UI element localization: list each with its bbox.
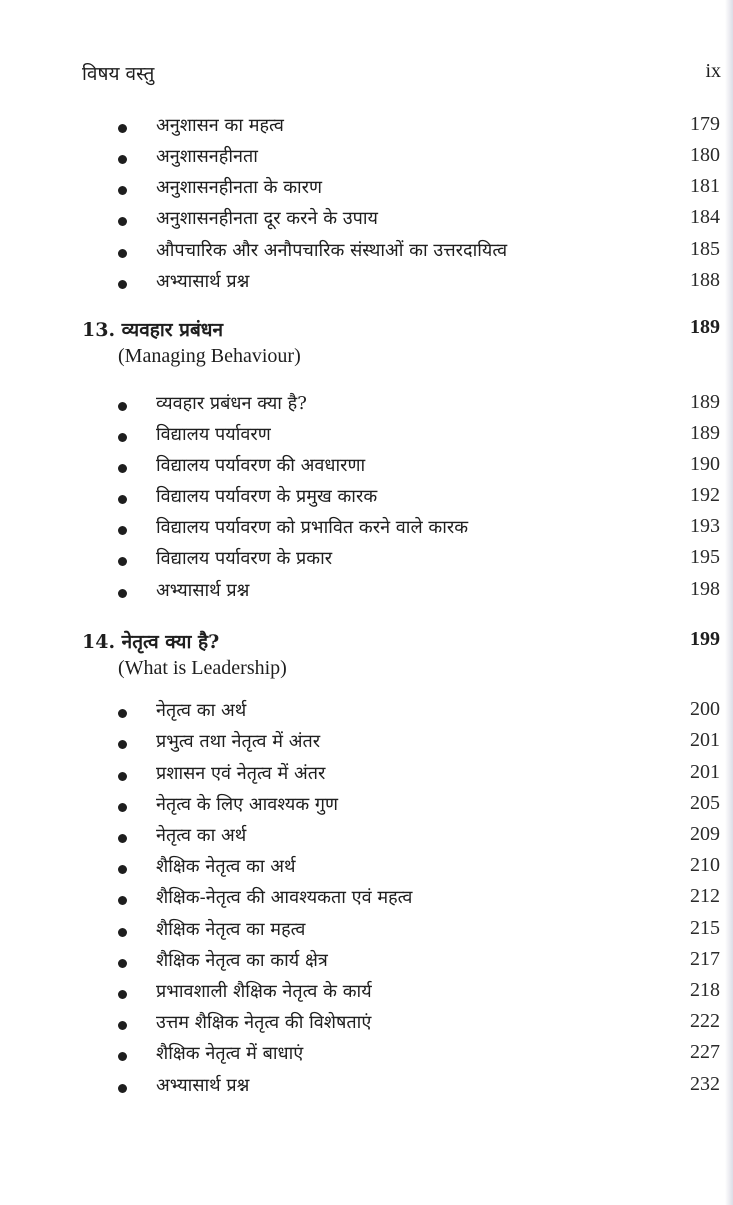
toc-entry[interactable] (0, 175, 733, 205)
toc-entry-page: 184 (690, 206, 720, 228)
toc-entry[interactable] (0, 238, 733, 268)
toc-entry-page: 179 (690, 113, 720, 135)
bullet-icon (118, 834, 127, 843)
bullet-icon (118, 124, 127, 133)
bullet-icon (118, 896, 127, 905)
toc-entry[interactable] (0, 113, 733, 143)
toc-entry[interactable] (0, 917, 733, 947)
toc-entry-page: 227 (690, 1041, 720, 1063)
bullet-icon (118, 959, 127, 968)
toc-entry-label: अनुशासनहीनता दूर करने के उपाय (156, 208, 378, 229)
toc-entry-page: 205 (690, 792, 720, 814)
bullet-icon (118, 772, 127, 781)
toc-entry[interactable] (0, 144, 733, 174)
bullet-icon (118, 217, 127, 226)
chapter-title: 13. व्यवहार प्रबंधन (82, 319, 224, 341)
bullet-icon (118, 589, 127, 598)
toc-entry[interactable] (0, 792, 733, 822)
toc-entry-page: 180 (690, 144, 720, 166)
toc-entry-page: 215 (690, 917, 720, 939)
toc-entry-label: अभ्यासार्थ प्रश्न (156, 580, 250, 601)
toc-entry[interactable] (0, 948, 733, 978)
bullet-icon (118, 740, 127, 749)
toc-entry-page: 200 (690, 698, 720, 720)
toc-entry-label: विद्यालय पर्यावरण की अवधारणा (156, 455, 366, 476)
toc-entry-label: विद्यालय पर्यावरण को प्रभावित करने वाले कारक (156, 517, 469, 538)
toc-entry[interactable] (0, 484, 733, 514)
running-header-title: विषय वस्तु (82, 63, 155, 85)
toc-entry-page: 232 (690, 1073, 720, 1095)
bullet-icon (118, 865, 127, 874)
toc-entry-label: शैक्षिक-नेतृत्व की आवश्यकता एवं महत्व (156, 887, 413, 908)
toc-entry-label: विद्यालय पर्यावरण के प्रमुख कारक (156, 486, 378, 507)
toc-entry-page: 189 (690, 422, 720, 444)
toc-entry-page: 212 (690, 885, 720, 907)
running-header-page-number: ix (705, 60, 721, 82)
toc-entry-label: शैक्षिक नेतृत्व का अर्थ (156, 856, 296, 877)
toc-entry[interactable] (0, 885, 733, 915)
bullet-icon (118, 155, 127, 164)
toc-entry-page: 218 (690, 979, 720, 1001)
toc-entry[interactable] (0, 1073, 733, 1103)
toc-entry-label: अभ्यासार्थ प्रश्न (156, 271, 250, 292)
toc-entry-label: शैक्षिक नेतृत्व का महत्व (156, 919, 306, 940)
bullet-icon (118, 280, 127, 289)
toc-entry[interactable] (0, 979, 733, 1009)
toc-entry[interactable] (0, 761, 733, 791)
chapter-page: 199 (690, 628, 720, 650)
toc-entry-page: 190 (690, 453, 720, 475)
toc-entry-label: नेतृत्व का अर्थ (156, 825, 247, 846)
toc-entry[interactable] (0, 546, 733, 576)
bullet-icon (118, 1084, 127, 1093)
toc-entry-label: प्रभुत्व तथा नेतृत्व में अंतर (156, 731, 321, 752)
toc-entry-label: शैक्षिक नेतृत्व का कार्य क्षेत्र (156, 950, 328, 971)
toc-entry-page: 201 (690, 729, 720, 751)
bullet-icon (118, 928, 127, 937)
toc-entry[interactable] (0, 854, 733, 884)
bullet-icon (118, 1021, 127, 1030)
toc-entry[interactable] (0, 206, 733, 236)
toc-entry-page: 193 (690, 515, 720, 537)
toc-entry-label: औपचारिक और अनौपचारिक संस्थाओं का उत्तरदायित्व (156, 240, 508, 261)
bullet-icon (118, 526, 127, 535)
toc-entry-page: 209 (690, 823, 720, 845)
chapter-page: 189 (690, 316, 720, 338)
toc-entry-page: 222 (690, 1010, 720, 1032)
toc-entry[interactable] (0, 269, 733, 299)
toc-entry[interactable] (0, 698, 733, 728)
toc-entry[interactable] (0, 823, 733, 853)
toc-entry-label: विद्यालय पर्यावरण के प्रकार (156, 548, 333, 569)
bullet-icon (118, 249, 127, 258)
bullet-icon (118, 402, 127, 411)
toc-entry-label: विद्यालय पर्यावरण (156, 424, 271, 445)
running-header (82, 60, 721, 90)
toc-entry-page: 198 (690, 578, 720, 600)
toc-entry[interactable] (0, 578, 733, 608)
toc-entry-label: उत्तम शैक्षिक नेतृत्व की विशेषताएं (156, 1012, 372, 1033)
toc-entry-page: 217 (690, 948, 720, 970)
toc-entry-label: नेतृत्व के लिए आवश्यक गुण (156, 794, 339, 815)
bullet-icon (118, 495, 127, 504)
toc-entry-page: 192 (690, 484, 720, 506)
toc-entry[interactable] (0, 1010, 733, 1040)
page-edge-shadow (725, 0, 733, 1205)
bullet-icon (118, 557, 127, 566)
bullet-icon (118, 803, 127, 812)
toc-entry[interactable] (0, 515, 733, 545)
toc-entry-label: नेतृत्व का अर्थ (156, 700, 247, 721)
chapter-title: 14. नेतृत्व क्या है? (82, 631, 220, 653)
toc-entry-page: 201 (690, 761, 720, 783)
toc-entry-label: प्रशासन एवं नेतृत्व में अंतर (156, 763, 326, 784)
bullet-icon (118, 186, 127, 195)
toc-entry-label: व्यवहार प्रबंधन क्या है? (156, 393, 307, 414)
bullet-icon (118, 709, 127, 718)
toc-entry-page: 195 (690, 546, 720, 568)
toc-entry[interactable] (0, 1041, 733, 1071)
chapter-heading[interactable] (0, 628, 733, 658)
chapter-subtitle: (Managing Behaviour) (118, 345, 301, 367)
toc-entry-page: 185 (690, 238, 720, 260)
toc-entry-page: 189 (690, 391, 720, 413)
toc-entry-label: अभ्यासार्थ प्रश्न (156, 1075, 250, 1096)
bullet-icon (118, 990, 127, 999)
toc-entry[interactable] (0, 422, 733, 452)
bullet-icon (118, 433, 127, 442)
toc-entry-label: प्रभावशाली शैक्षिक नेतृत्व के कार्य (156, 981, 372, 1002)
bullet-icon (118, 1052, 127, 1061)
toc-entry-label: शैक्षिक नेतृत्व में बाधाएं (156, 1043, 304, 1064)
toc-entry-label: अनुशासन का महत्व (156, 115, 284, 136)
bullet-icon (118, 464, 127, 473)
toc-entry-label: अनुशासनहीनता (156, 146, 258, 167)
toc-entry-label: अनुशासनहीनता के कारण (156, 177, 323, 198)
toc-entry[interactable] (0, 453, 733, 483)
toc-entry[interactable] (0, 729, 733, 759)
toc-entry-page: 210 (690, 854, 720, 876)
chapter-subtitle: (What is Leadership) (118, 657, 287, 679)
toc-entry[interactable] (0, 391, 733, 421)
chapter-heading[interactable] (0, 316, 733, 346)
toc-entry-page: 188 (690, 269, 720, 291)
toc-entry-page: 181 (690, 175, 720, 197)
